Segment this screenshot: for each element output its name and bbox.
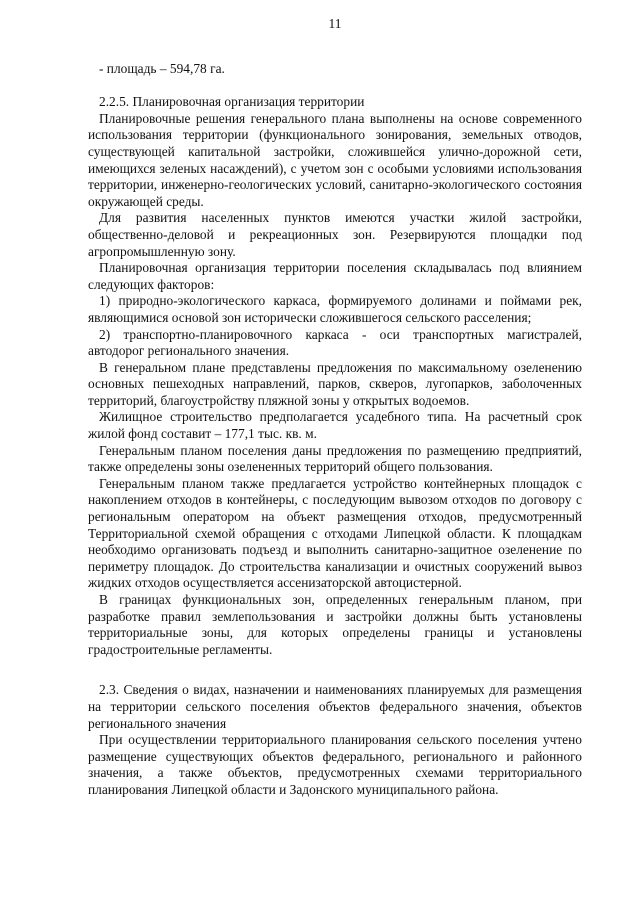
list-item-1: 1) природно-экологического каркаса, формируемого долинами и поймами рек, являющимися основой зон исторически сложившегося сельского расселения; [88, 293, 582, 325]
spacer [88, 77, 582, 94]
paragraph-waste-management: Генеральным планом также предлагается устройство контейнерных площадок с накоплением отходов в контейнеры, с последующим вывозом отходов по договору с региональным оператором на объект размещения отходов, предусмотренный Территориальной схемой обращения с отходами Липецкой области. К площадкам необходимо организовать подъезд и выполнить санитарно-защитное озеленение по периметру площадок. До строительства канализации и очистных сооружений вывоз жидких отходов осуществляется ассенизаторской автоцистерной. [88, 475, 582, 591]
spacer [88, 658, 582, 682]
paragraph-planning-decisions: Планировочные решения генерального плана выполнены на основе современного использования территории (функционального зонирования, земельных отводов, существующей капитальной застройки, сложившейся улично-дорожной сети, имеющихся зеленых насаждений), с учетом зон с особыми условиями использования территории, инженерно-геологических условий, санитарно-экологического состояния окружающей среды. [88, 110, 582, 209]
area-line: - площадь – 594,78 га. [99, 60, 225, 76]
section-heading-2-2-5: 2.2.5. Планировочная организация территории [99, 94, 365, 110]
paragraph-territorial-planning: При осуществлении территориального планирования сельского поселения учтено размещение существующих объектов федерального, регионального и районного значения, а также объектов, предусмотренных схемами территориального планирования Липецкой области и Задонского муниципального района. [88, 732, 582, 797]
list-item-2: 2) транспортно-планировочного каркаса - оси транспортных магистралей, автодорог регионального значения. [88, 326, 582, 359]
paragraph-functional-zones: В границах функциональных зон, определенных генеральным планом, при разработке правил землепользования и застройки должны быть установлены территориальные зоны, для которых определены границы и установлены градостроительные регламенты. [88, 592, 582, 657]
paragraph-enterprises: Генеральным планом поселения даны предложения по размещению предприятий, также определены зоны озелененных территорий общего пользования. [88, 442, 582, 475]
page-number: 11 [328, 16, 342, 31]
paragraph-planning-factors: Планировочная организация территории поселения складывалась под влиянием следующих факторов: [88, 260, 582, 292]
paragraph-housing: Жилищное строительство предполагается усадебного типа. На расчетный срок жилой фонд составит – 177,1 тыс. кв. м. [88, 409, 582, 442]
paragraph-greening: В генеральном плане представлены предложения по максимальному озеленению основных пешеходных направлений, парков, скверов, лугопарков, заболоченных территорий, благоустройству пляжной зоны у открытых водоемов. [88, 359, 582, 408]
section-heading-2-3: 2.3. Сведения о видах, назначении и наименованиях планируемых для размещения на территории сельского поселения объектов федерального значения, объектов регионального значения [88, 682, 582, 731]
paragraph-settlement-development: Для развития населенных пунктов имеются участки жилой застройки, общественно-деловой и рекреационных зон. Резервируются площадки под агропромышленную зону. [88, 210, 582, 259]
